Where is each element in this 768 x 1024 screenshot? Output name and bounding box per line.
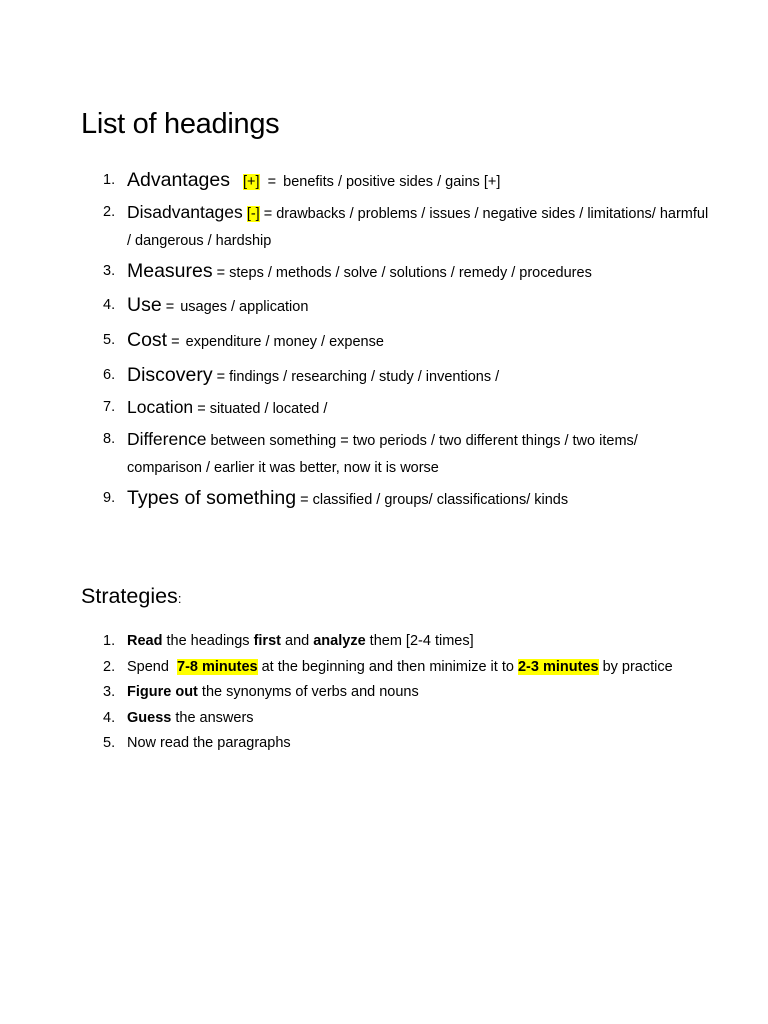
heading-description: situated / located / xyxy=(209,401,328,417)
separator: = xyxy=(161,299,179,315)
item-number: 4. xyxy=(103,709,116,726)
separator: = xyxy=(296,492,313,508)
strategies-list xyxy=(0,629,768,757)
item-number: 5. xyxy=(103,735,116,751)
item-number: 2. xyxy=(103,204,116,220)
list-item xyxy=(0,292,768,321)
text-run: the synonyms of verbs and nouns xyxy=(197,684,419,700)
text-run: at the beginning and then minimize it to xyxy=(257,658,518,675)
item-number: 4. xyxy=(103,297,116,313)
heading-term: Measures xyxy=(127,260,213,282)
list-item xyxy=(0,167,768,196)
text-run: by practice xyxy=(598,658,673,675)
item-number: 3. xyxy=(103,684,116,700)
heading-description: usages / application xyxy=(180,299,309,315)
separator: = xyxy=(259,174,277,190)
heading-term: Difference xyxy=(127,429,207,449)
item-number: 6. xyxy=(103,367,116,383)
item-number: 8. xyxy=(103,431,116,447)
headings-list xyxy=(0,167,768,514)
keyword: Guess xyxy=(127,709,172,726)
heading-term: Disadvantages xyxy=(127,202,243,222)
item-number: 3. xyxy=(103,263,116,279)
separator: = xyxy=(212,265,230,281)
list-item xyxy=(0,706,768,732)
separator: = xyxy=(259,206,277,222)
separator: = xyxy=(167,334,184,350)
heading-description: findings / researching / study / inventions / xyxy=(229,369,500,385)
keyword: analyze xyxy=(313,633,366,649)
highlighted-duration: 2-3 minutes xyxy=(517,658,599,675)
list-item xyxy=(0,680,768,706)
highlighted-duration: 7-8 minutes xyxy=(177,658,258,675)
heading-description: drawbacks / problems / issues / negative sides / limitations/ harmful / dangerous / hardship xyxy=(127,206,709,249)
text-run: and xyxy=(280,633,314,649)
heading-description: steps / methods / solve / solutions / remedy / procedures xyxy=(229,265,592,281)
list-item xyxy=(0,327,768,356)
heading-term: Cost xyxy=(127,329,168,351)
strategies-title xyxy=(81,584,181,609)
keyword: first xyxy=(253,633,281,649)
heading-description: classified / groups/ classifications/ kinds xyxy=(312,492,569,508)
list-item xyxy=(0,655,768,681)
heading-term: Advantages xyxy=(127,169,230,191)
text-run: Spend xyxy=(127,658,177,675)
list-item xyxy=(0,258,768,287)
separator: between something = xyxy=(206,433,353,449)
separator: = xyxy=(193,401,210,417)
separator: = xyxy=(212,369,230,385)
strategies-title-colon: : xyxy=(177,591,182,606)
heading-description: benefits / positive sides / gains [+] xyxy=(283,174,501,190)
list-item xyxy=(0,394,768,423)
item-number: 1. xyxy=(103,172,116,188)
item-number: 5. xyxy=(103,332,116,348)
heading-term: Discovery xyxy=(127,364,213,386)
minus-marker: [-] xyxy=(246,206,260,222)
heading-term: Use xyxy=(127,294,162,316)
item-number: 9. xyxy=(103,490,116,506)
heading-description: expenditure / money / expense xyxy=(185,334,384,350)
item-number: 7. xyxy=(103,399,116,415)
item-number: 1. xyxy=(103,633,116,649)
page-title: List of headings xyxy=(81,108,280,140)
list-item xyxy=(0,199,768,255)
list-item xyxy=(0,485,768,514)
list-item xyxy=(0,362,768,391)
list-item xyxy=(0,731,768,757)
strategies-title-text: Strategies xyxy=(81,584,178,608)
list-item xyxy=(0,629,768,655)
item-number: 2. xyxy=(103,658,116,675)
heading-term: Types of something xyxy=(127,487,297,509)
keyword: Read xyxy=(127,633,163,649)
text-run: the answers xyxy=(171,709,254,726)
plus-marker: [+] xyxy=(243,174,260,190)
text-run: them [2-4 times] xyxy=(365,633,474,649)
heading-term: Location xyxy=(127,397,194,417)
text-run: Now read the paragraphs xyxy=(127,735,291,751)
list-item xyxy=(0,426,768,482)
keyword: Figure out xyxy=(127,684,198,700)
text-run: the headings xyxy=(162,633,254,649)
heading-description: two periods / two different things / two items/ comparison / earlier it was better, now it is worse xyxy=(127,433,638,476)
